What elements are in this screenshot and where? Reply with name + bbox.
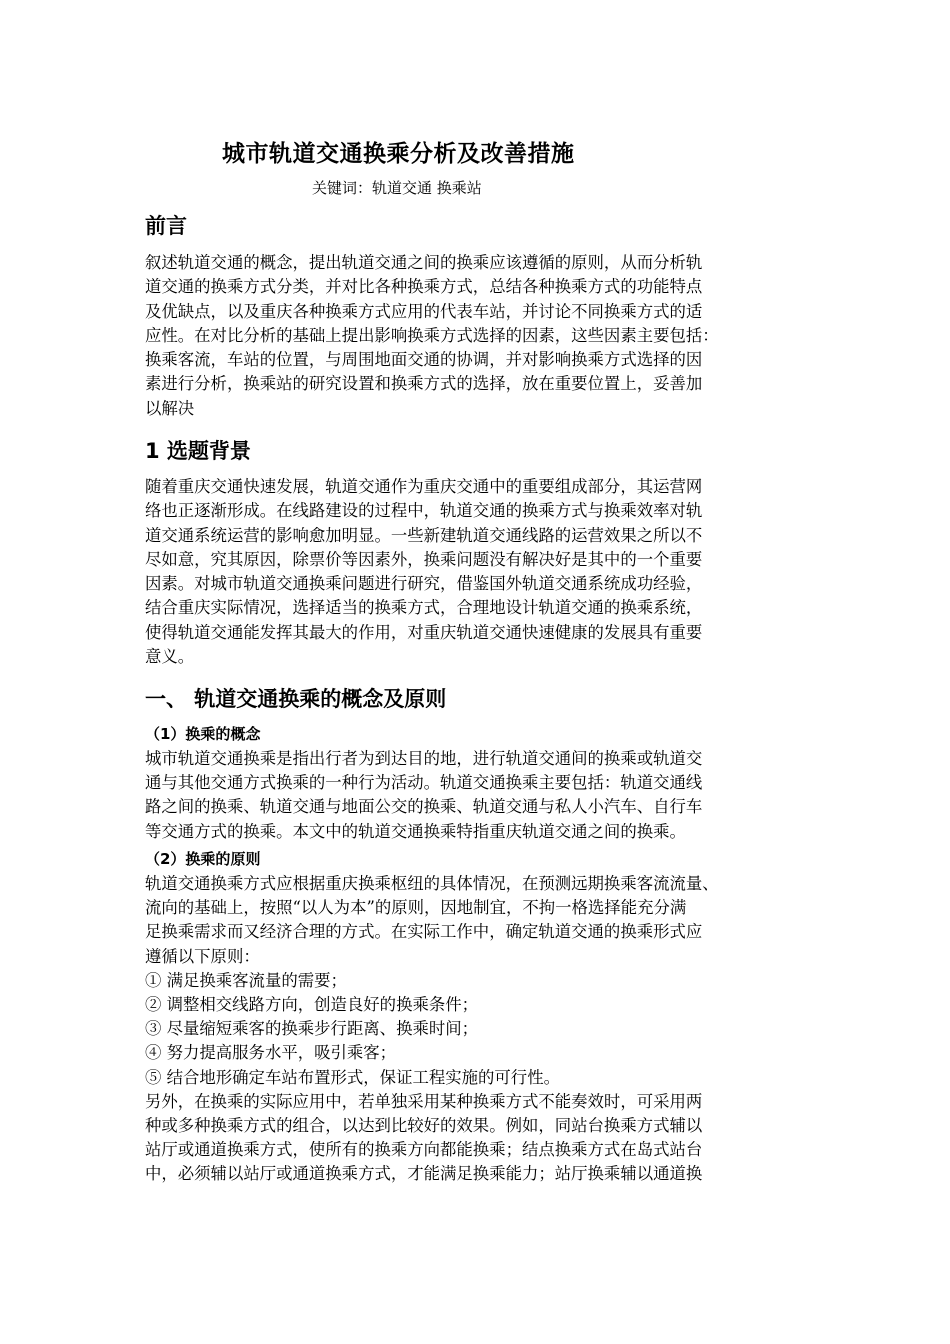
list-item: ② 调整相交线路方向，创造良好的换乘条件； [145,994,479,1014]
chapter1-heading: 一、 轨道交通换乘的概念及原则 [145,686,447,711]
text-line: 通与其他交通方式换乘的一种行为活动。轨道交通换乘主要包括：轨道交通线 [145,773,703,793]
keywords-line: 关键词：轨道交通 换乘站 [312,179,482,197]
concept-subheading: （1）换乘的概念 [145,725,261,743]
list-item: ⑤ 结合地形确定车站布置形式，保证工程实施的可行性。 [145,1067,560,1087]
text-line: 使得轨道交通能发挥其最大的作用，对重庆轨道交通快速健康的发展具有重要 [145,622,703,642]
list-item: ① 满足换乘客流量的需要； [145,970,347,990]
text-line: 等交通方式的换乘。本文中的轨道交通换乘特指重庆轨道交通之间的换乘。 [145,821,686,841]
text-line: 道交通的换乘方式分类，并对比各种换乘方式，总结各种换乘方式的功能特点 [145,277,703,297]
text-line: 城市轨道交通换乘是指出行者为到达目的地，进行轨道交通间的换乘或轨道交 [145,749,703,768]
list-item: ④ 努力提高服务水平，吸引乘客； [145,1043,397,1063]
text-line: 遵循以下原则： [145,946,260,966]
text-line: 意义。 [145,647,195,667]
list-item: ③ 尽量缩短乘客的换乘步行距离、换乘时间； [145,1019,479,1039]
text-line: 种或多种换乘方式的组合，以达到比较好的效果。例如，同站台换乘方式辅以 [145,1115,703,1135]
text-line: 及优缺点，以及重庆各种换乘方式应用的代表车站，并讨论不同换乘方式的适 [145,301,703,321]
text-line: 络也正逐渐形成。在线路建设的过程中，轨道交通的换乘方式与换乘效率对轨 [145,501,703,521]
text-line: 随着重庆交通快速发展，轨道交通作为重庆交通中的重要组成部分，其运营网 [145,477,703,496]
text-line: 换乘客流，车站的位置，与周围地面交通的协调，并对影响换乘方式选择的因 [145,350,703,370]
principle-paragraph [145,872,813,1186]
text-line: 因素。对城市轨道交通换乘问题进行研究，借鉴国外轨道交通系统成功经验， [145,574,703,594]
document-title: 城市轨道交通换乘分析及改善措施 [222,140,575,167]
preface-heading: 前言 [145,214,187,238]
preface-paragraph [145,251,813,421]
text-line: 站厅或通道换乘方式，使所有的换乘方向都能换乘；结点换乘方式在岛式站台 [145,1140,703,1160]
text-line: 路之间的换乘、轨道交通与地面公交的换乘、轨道交通与私人小汽车、自行车 [145,797,703,817]
text-line: 道交通系统运营的影响愈加明显。一些新建轨道交通线路的运营效果之所以不 [145,525,703,545]
text-line: 尽如意，究其原因，除票价等因素外，换乘问题没有解决好是其中的一个重要 [145,549,703,569]
background-heading: 1 选题背景 [145,439,251,463]
text-line: 中，必须辅以站厅或通道换乘方式，才能满足换乘能力；站厅换乘辅以通道换 [145,1164,703,1184]
text-line: 叙述轨道交通的概念，提出轨道交通之间的换乘应该遵循的原则，从而分析轨 [145,253,703,272]
text-line: 应性。在对比分析的基础上提出影响换乘方式选择的因素，这些因素主要包括： [145,325,719,345]
text-line: 结合重庆实际情况，选择适当的换乘方式，合理地设计轨道交通的换乘系统， [145,598,703,618]
text-line: 流向的基础上，按照“以人为本”的原则，因地制宜，不拘一格选择能充分满 [145,898,687,918]
text-line: 另外，在换乘的实际应用中，若单独采用某种换乘方式不能奏效时，可采用两 [145,1091,703,1111]
text-line: 以解决 [145,398,195,418]
text-line: 素进行分析，换乘站的研究设置和换乘方式的选择，放在重要位置上，妥善加 [145,374,703,394]
principle-subheading: （2）换乘的原则 [145,850,261,868]
text-line: 轨道交通换乘方式应根据重庆换乘枢纽的具体情况，在预测远期换乘客流流量、 [145,874,719,893]
concept-paragraph [145,747,813,844]
background-paragraph [145,475,813,669]
text-line: 足换乘需求而又经济合理的方式。在实际工作中，确定轨道交通的换乘形式应 [145,922,703,942]
